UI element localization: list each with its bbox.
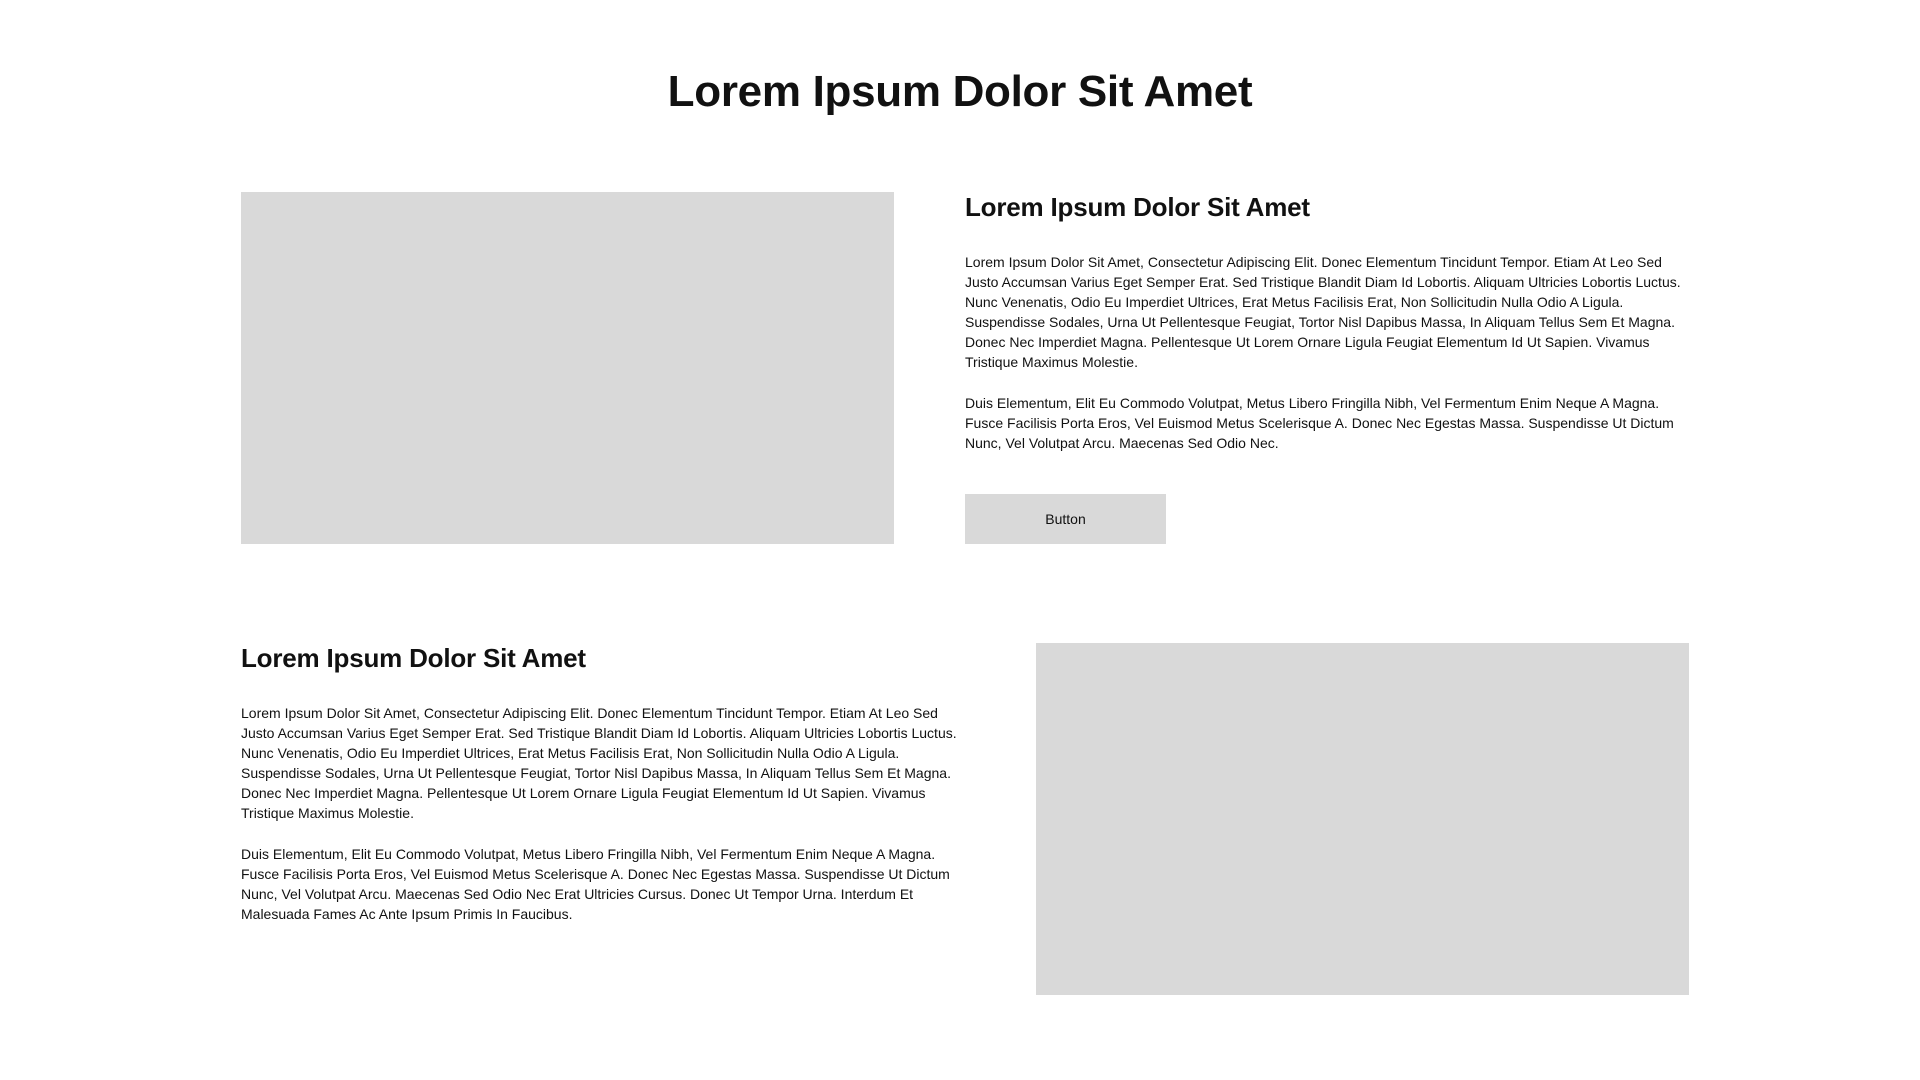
image-placeholder-top bbox=[241, 192, 894, 544]
section-top-heading: Lorem Ipsum Dolor Sit Amet bbox=[965, 192, 1310, 222]
section-bottom-heading: Lorem Ipsum Dolor Sit Amet bbox=[241, 643, 586, 673]
section-bottom-paragraph-1: Lorem Ipsum Dolor Sit Amet, Consectetur Adipiscing Elit. Donec Elementum Tincidunt Tempor. Etiam At Leo Sed Justo Accumsan Varius Eget Semper Erat. Sed Tristique Blandit Diam Id Lobortis. Aliquam Ultricies Lobortis Luctus. Nunc Venenatis, Odio Eu Imperdiet Ultrices, Erat Metus Facilisis Erat, Non Sollicitudin Nulla Odio A Ligula. Suspendisse Sodales, Urna Ut Pellentesque Feugiat, Tortor Nisl Dapibus Massa, In Aliquam Tellus Sem Et Magna. Donec Nec Imperdiet Magna. Pellentesque Ut Lorem Ornare Ligula Feugiat Elementum Id Ut Sapien. Vivamus Tristique Maximus Molestie. bbox=[241, 705, 957, 821]
section-bottom-paragraph-2: Duis Elementum, Elit Eu Commodo Volutpat, Metus Libero Fringilla Nibh, Vel Fermentum Enim Neque A Magna. Fusce Facilisis Porta Eros, Vel Euismod Metus Scelerisque A. Donec Nec Egestas Massa. Suspendisse Ut Dictum Nunc, Vel Volutpat Arcu. Maecenas Sed Odio Nec Erat Ultricies Cursus. Donec Ut Tempor Urna. Interdum Et Malesuada Fames Ac Ante Ipsum Primis In Faucibus. bbox=[241, 846, 950, 922]
primary-button[interactable]: Button bbox=[965, 494, 1166, 544]
section-top-paragraph-2: Duis Elementum, Elit Eu Commodo Volutpat, Metus Libero Fringilla Nibh, Vel Fermentum Enim Neque A Magna. Fusce Facilisis Porta Eros, Vel Euismod Metus Scelerisque A. Donec Nec Egestas Massa. Suspendisse Ut Dictum Nunc, Vel Volutpat Arcu. Maecenas Sed Odio Nec. bbox=[965, 395, 1674, 451]
image-placeholder-bottom bbox=[1036, 643, 1689, 995]
page-title: Lorem Ipsum Dolor Sit Amet bbox=[667, 67, 1253, 116]
section-top-paragraph-1: Lorem Ipsum Dolor Sit Amet, Consectetur Adipiscing Elit. Donec Elementum Tincidunt Tempor. Etiam At Leo Sed Justo Accumsan Varius Eget Semper Erat. Sed Tristique Blandit Diam Id Lobortis. Aliquam Ultricies Lobortis Luctus. Nunc Venenatis, Odio Eu Imperdiet Ultrices, Erat Metus Facilisis Erat, Non Sollicitudin Nulla Odio A Ligula. Suspendisse Sodales, Urna Ut Pellentesque Feugiat, Tortor Nisl Dapibus Massa, In Aliquam Tellus Sem Et Magna. Donec Nec Imperdiet Magna. Pellentesque Ut Lorem Ornare Ligula Feugiat Elementum Id Ut Sapien. Vivamus Tristique Maximus Molestie. bbox=[965, 254, 1681, 370]
